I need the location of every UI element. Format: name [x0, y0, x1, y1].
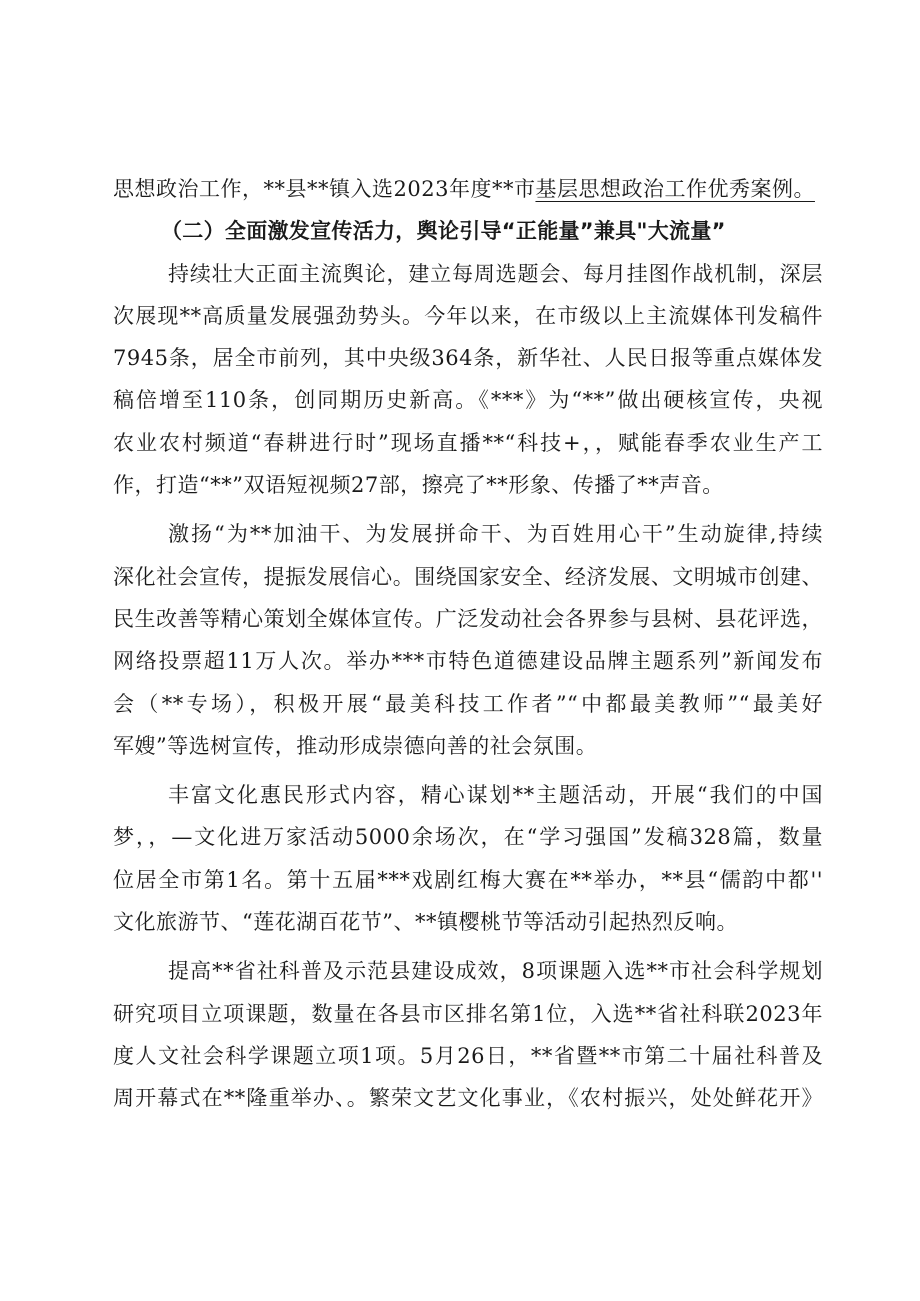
paragraph-line: 军嫂”等选树宣传，推动形成崇德向善的社会氛围。 — [113, 733, 598, 758]
paragraph-line: 网络投票超11万人次。举办***市特色道德建设品牌主题系列”新闻发布 — [113, 649, 823, 674]
underlined-text: 基层思想政治工作优秀案例。 — [535, 177, 815, 201]
text-plain: 思想政治工作，**县**镇入选2023年度**市 — [113, 177, 536, 201]
document-body — [113, 168, 823, 1120]
paragraph-2 — [113, 513, 823, 767]
section-heading: （二）全面激发宣传活力，舆论引导“正能量”兼具"大流量” — [161, 219, 726, 244]
paragraph-line: 周开幕式在**隆重举办、。繁荣文艺文化事业，《农村振兴，处处鲜花开》 — [113, 1086, 823, 1111]
paragraph-line: 提高**省社科普及示范县建设成效，8项课题入选**市社会科学规划 — [168, 959, 823, 984]
paragraph-line: 研究项目立项课题，数量在各县市区排名第1位，入选**省社科联2023年 — [113, 1001, 823, 1026]
paragraph-line: 丰富文化惠民形式内容，精心谋划**主题活动，开展“我们的中国 — [168, 783, 823, 808]
paragraph-spacer — [113, 506, 823, 513]
paragraph-spacer — [113, 767, 823, 774]
paragraph-3 — [113, 774, 823, 943]
paragraph-line: 农业农村频道“春耕进行时”现场直播**“科技+，，赋能春季农业生产工 — [113, 430, 823, 455]
paragraph-spacer — [113, 943, 823, 950]
paragraph-line: 会（**专场），积极开展“最美科技工作者”“中都最美教师”“最美好 — [113, 691, 823, 716]
paragraph-line: 7945条，居全市前列，其中央级364条，新华社、人民日报等重点媒体发 — [113, 346, 823, 371]
paragraph-line: 度人文社会科学课题立项1项。5月26日，**省暨**市第二十届社科普及 — [113, 1043, 823, 1068]
paragraph-continuation — [113, 168, 823, 210]
paragraph-line: 激扬“为**加油干、为发展拼命干、为百姓用心干”生动旋律,持续 — [168, 522, 823, 547]
paragraph-line: 持续壮大正面主流舆论，建立每周选题会、每月挂图作战机制，深层 — [168, 261, 823, 286]
paragraph-1 — [113, 253, 823, 507]
paragraph-line: 深化社会宣传，提振发展信心。围绕国家安全、经济发展、文明城市创建、 — [113, 564, 823, 589]
paragraph-line: 稿倍增至110条，创同期历史新高。《***》为“**”做出硬核宣传，央视 — [113, 388, 823, 413]
paragraph-4 — [113, 950, 823, 1119]
paragraph-line: 位居全市第1名。第十五届***戏剧红梅大赛在**举办，**县“儒韵中都'' — [113, 867, 823, 892]
paragraph-line: 民生改善等精心策划全媒体宣传。广泛发动社会各界参与县树、县花评选， — [113, 606, 823, 631]
paragraph-line: 文化旅游节、“莲花湖百花节”、**镇樱桃节等活动引起热烈反响。 — [113, 910, 738, 935]
paragraph-line: 梦，，—文化进万家活动5000余场次，在“学习强国”发稿328篇，数量 — [113, 825, 823, 850]
paragraph-line: 作，打造“**”双语短视频27部，擦亮了**形象、传播了**声音。 — [113, 473, 724, 498]
paragraph-line: 次展现**高质量发展强劲势头。今年以来，在市级以上主流媒体刊发稿件 — [113, 303, 823, 328]
